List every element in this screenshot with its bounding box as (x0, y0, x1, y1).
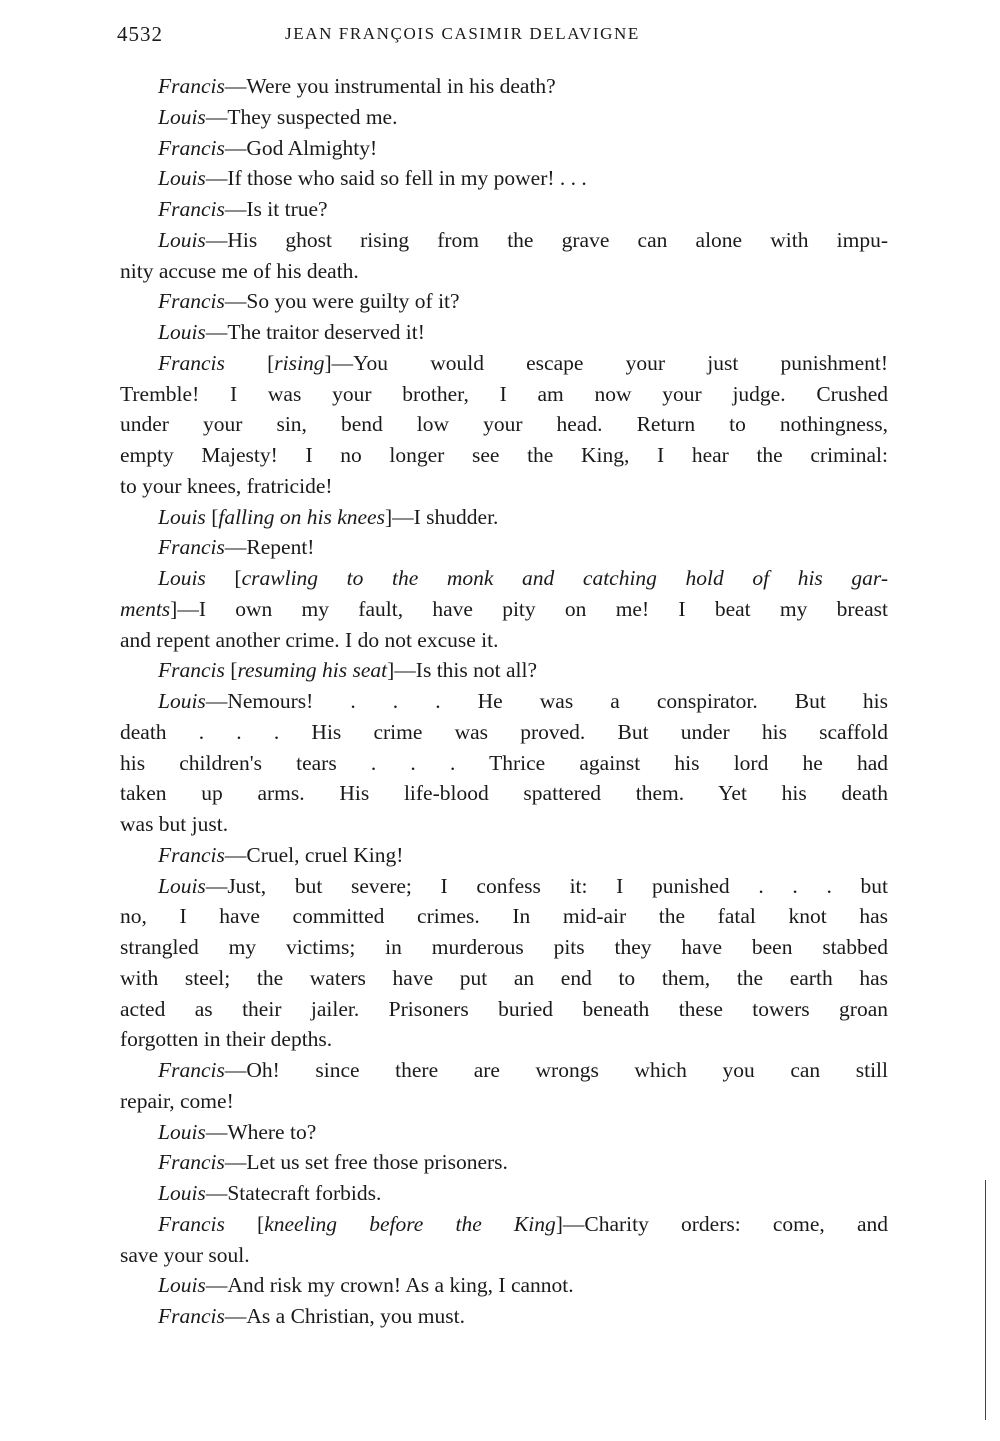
text-segment: —Just, but severe; I confess it: I punished . . . but (205, 873, 888, 898)
text-line (120, 102, 888, 133)
text-segment: strangled my victims; in murderous pits they have been stabbed (120, 935, 888, 959)
text-line (120, 994, 888, 1025)
text-segment: [ (230, 658, 238, 683)
text-line (120, 194, 888, 225)
text-segment: death . . . His crime was proved. But under his scaffold (120, 719, 888, 744)
text-line (120, 1055, 888, 1086)
italic-segment: Louis (158, 1181, 206, 1205)
scan-edge-line (985, 1180, 986, 1420)
text-line (120, 71, 888, 102)
italic-segment: Louis (158, 1119, 206, 1144)
italic-segment: resuming his seat (237, 658, 388, 683)
text-segment: [ (257, 1211, 265, 1236)
text-segment: nity accuse me of his death. (120, 258, 359, 283)
italic-segment: Louis (158, 873, 206, 898)
italic-segment: Francis (158, 1211, 258, 1236)
text-segment: [ (211, 504, 219, 529)
text-segment: —Let us set free those prisoners. (224, 1150, 508, 1175)
text-segment: —Cruel, cruel King! (224, 842, 404, 867)
text-segment: —Where to? (205, 1119, 317, 1144)
text-segment: under your sin, bend low your head. Return to nothingness, (120, 412, 888, 437)
dialogue-text (120, 71, 888, 1332)
text-line (120, 1209, 888, 1240)
text-line (120, 748, 888, 779)
italic-segment: Francis (158, 658, 231, 683)
italic-segment: Francis (158, 135, 225, 160)
text-segment: his children's tears . . . Thrice against his lord he had (120, 750, 888, 775)
text-segment: —As a Christian, you must. (224, 1304, 465, 1328)
text-line (120, 1024, 888, 1055)
text-segment: empty Majesty! I no longer see the King, I hear the criminal: (120, 443, 888, 467)
italic-segment: Francis (158, 197, 225, 221)
text-line (120, 1178, 888, 1209)
text-line (120, 317, 888, 348)
text-line (120, 963, 888, 994)
text-line (120, 440, 888, 471)
italic-segment: rising (274, 350, 325, 375)
text-line (120, 655, 888, 686)
text-segment: —Statecraft forbids. (205, 1181, 382, 1205)
text-segment: —Nemours! . . . He was a conspirator. But his (205, 689, 888, 713)
page-number: 4532 (117, 22, 163, 46)
italic-segment: Francis (158, 842, 225, 867)
text-line (120, 532, 888, 563)
text-segment: save your soul. (120, 1242, 250, 1267)
italic-segment: Louis (158, 104, 206, 129)
italic-segment: Francis (158, 74, 225, 98)
text-segment: ]—I own my fault, have pity on me! I beat my breast (170, 596, 888, 621)
text-segment: with steel; the waters have put an end to them, the earth has (120, 965, 888, 990)
text-segment: —Oh! since there are wrongs which you can still (224, 1058, 888, 1082)
italic-segment: kneeling before the King (264, 1211, 556, 1236)
text-segment: —His ghost rising from the grave can alone with impu- (205, 227, 888, 252)
text-line (120, 1086, 888, 1117)
text-line (120, 286, 888, 317)
text-line (120, 594, 888, 625)
text-line (120, 932, 888, 963)
text-line (120, 1117, 888, 1148)
text-segment: was but just. (120, 812, 229, 836)
text-line (120, 409, 888, 440)
text-line (120, 133, 888, 164)
italic-segment: Francis (158, 289, 225, 314)
italic-segment: Francis (158, 535, 225, 560)
text-segment: taken up arms. His life-blood spattered them. Yet his death (120, 781, 888, 806)
italic-segment: Francis (158, 1150, 225, 1175)
text-line (120, 163, 888, 194)
text-segment: —God Almighty! (224, 135, 378, 160)
text-line (120, 379, 888, 410)
italic-segment: Louis (158, 1273, 206, 1298)
text-line (120, 1240, 888, 1271)
text-line (120, 625, 888, 656)
italic-segment: Louis (158, 166, 206, 191)
text-segment: —And risk my crown! As a king, I cannot. (205, 1273, 574, 1298)
text-segment: ]—Charity orders: come, and (555, 1211, 889, 1236)
text-segment: and repent another crime. I do not excuse it. (120, 627, 499, 652)
text-line (120, 686, 888, 717)
text-line (120, 348, 888, 379)
text-segment: —Is it true? (224, 197, 328, 221)
text-segment: Tremble! I was your brother, I am now your judge. Crushed (120, 381, 888, 406)
italic-segment: Francis (158, 350, 268, 375)
running-title: JEAN FRANÇOIS CASIMIR DELAVIGNE (285, 24, 640, 43)
text-line (120, 901, 888, 932)
italic-segment: falling on his knees (218, 504, 385, 529)
text-line (120, 471, 888, 502)
italic-segment: Francis (158, 1058, 225, 1082)
text-segment: forgotten in their depths. (120, 1027, 333, 1052)
italic-segment: Louis (158, 566, 235, 590)
italic-segment: Louis (158, 689, 206, 713)
text-line (120, 1147, 888, 1178)
text-segment: to your knees, fratricide! (120, 473, 333, 498)
text-line (120, 871, 888, 902)
text-segment: —If those who said so fell in my power! . . . (205, 166, 587, 191)
text-line (120, 717, 888, 748)
text-line (120, 1301, 888, 1332)
text-segment: [ (234, 566, 242, 590)
italic-segment: Louis (158, 320, 206, 344)
text-segment: —The traitor deserved it! (205, 320, 425, 344)
text-segment: [ (267, 350, 275, 375)
text-line (120, 809, 888, 840)
text-segment: —They suspected me. (205, 104, 398, 129)
text-segment: ]—I shudder. (384, 504, 499, 529)
text-line (120, 840, 888, 871)
italic-segment: Louis (158, 504, 212, 529)
text-line (120, 778, 888, 809)
text-line (120, 563, 888, 594)
text-line (120, 502, 888, 533)
italic-segment: ments (120, 596, 171, 621)
italic-segment: crawling to the monk and catching hold of his gar- (241, 566, 888, 590)
text-segment: acted as their jailer. Prisoners buried beneath these towers groan (120, 996, 888, 1021)
text-line (120, 225, 888, 256)
text-line (120, 256, 888, 287)
text-segment: —Repent! (224, 535, 315, 560)
text-segment: repair, come! (120, 1088, 234, 1113)
italic-segment: Louis (158, 227, 206, 252)
text-segment: ]—You would escape your just punishment! (324, 350, 888, 375)
text-segment: no, I have committed crimes. In mid-air the fatal knot has (120, 904, 888, 929)
text-line (120, 1270, 888, 1301)
text-segment: —So you were guilty of it? (224, 289, 460, 314)
text-segment: ]—Is this not all? (387, 658, 538, 683)
italic-segment: Francis (158, 1304, 225, 1328)
text-segment: —Were you instrumental in his death? (224, 74, 556, 98)
